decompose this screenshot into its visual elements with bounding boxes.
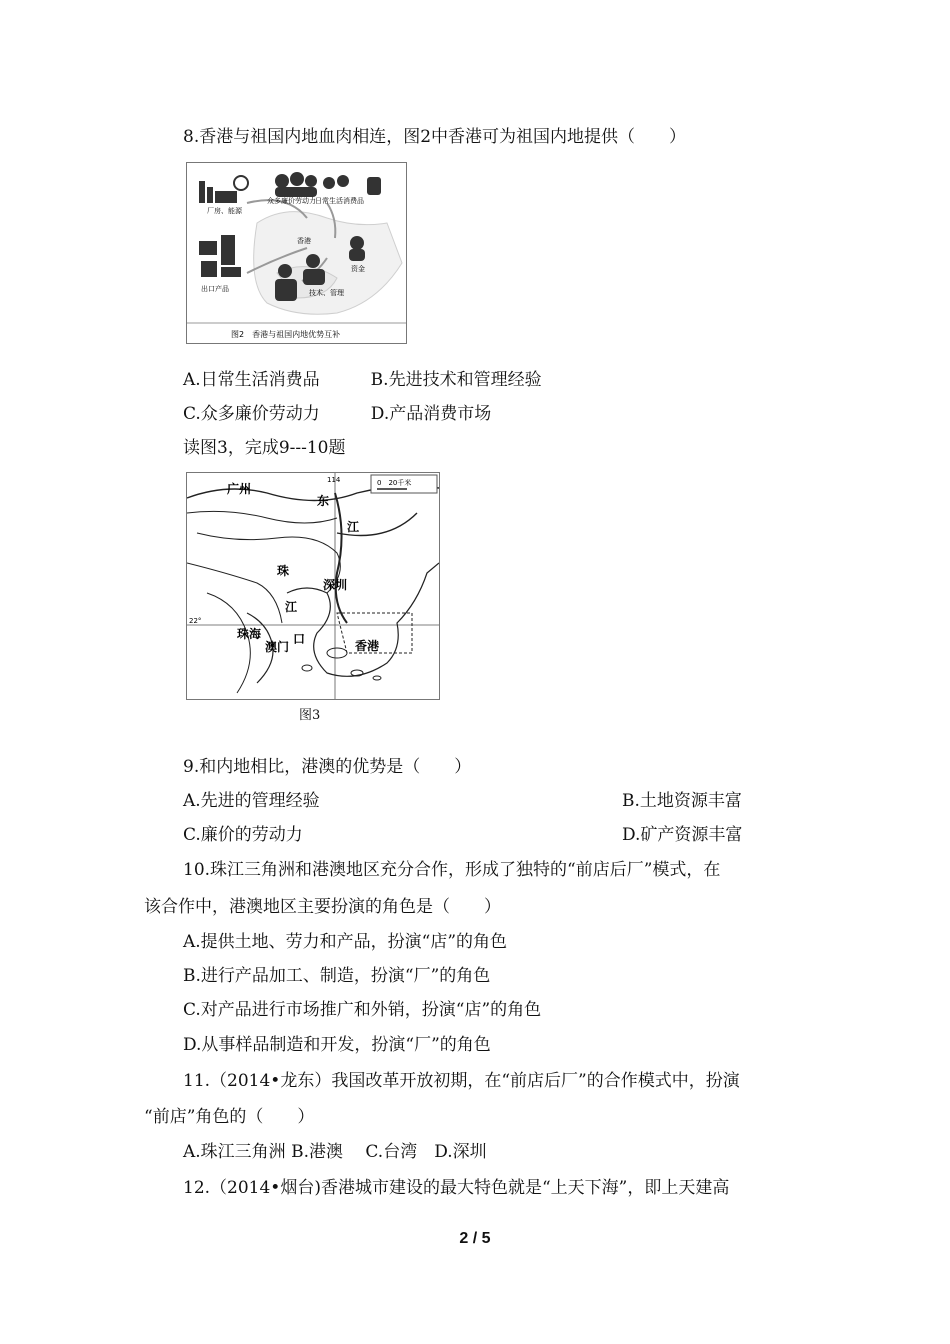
fig2-caption: 图2 香港与祖国内地优势互补 [231,330,341,339]
fig2-label-factory: 厂房、能源 [207,207,242,215]
q10-stem-line2: 该合作中，港澳地区主要扮演的角色是（ ） [144,897,501,917]
map-label-kou: 口 [293,632,306,646]
q8-stem: 8.香港与祖国内地血肉相连，图2中香港可为祖国内地提供（ ） [183,127,687,147]
q9-option-d: D.矿产资源丰富 [622,825,743,845]
fig2-label-capital: 资金 [351,265,365,273]
fig2-label-tech: 技术、管理 [309,289,344,297]
q9-option-a: A.先进的管理经验 [183,791,320,811]
map-label-macau: 澳门 [265,640,290,654]
q10-option-a: A.提供土地、劳力和产品，扮演“店”的角色 [183,932,508,952]
q11-options: A.珠江三角洲 B.港澳 C.台湾 D.深圳 [183,1142,487,1162]
map-label-jiang-east: 江 [347,520,360,534]
export-products-icon [199,235,241,277]
fig3-caption: 图3 [299,708,321,723]
map-label-hongkong: 香港 [355,639,380,653]
factory-icon [199,176,248,203]
q10-stem-line1: 10.珠江三角洲和港澳地区充分合作，形成了独特的“前店后厂”模式，在 [183,860,721,880]
fig2-label-export: 出口产品 [201,285,229,293]
figure-2 [186,162,407,344]
q10-option-d: D.从事样品制造和开发，扮演“厂”的角色 [183,1035,491,1055]
goods-icon [323,175,381,195]
q11-stem-line1: 11.（2014•龙东）我国改革开放初期，在“前店后厂”的合作模式中，扮演 [183,1071,740,1091]
q12-stem-line1: 12.（2014•烟台)香港城市建设的最大特色就是“上天下海”，即上天建高 [183,1178,730,1198]
q10-option-c: C.对产品进行市场推广和外销，扮演“店”的角色 [183,1000,542,1020]
map-scale: 0 20千米 [377,479,412,487]
fig2-label-hongkong: 香港 [297,237,311,245]
read-fig3-instruction: 读图3，完成9---10题 [183,438,346,458]
map-label-shenzhen: 深圳 [323,578,348,592]
fig2-label-goods: 日常生活消费品 [315,197,364,205]
q9-stem: 9.和内地相比，港澳的优势是（ ） [183,757,472,777]
figure-3-map [186,472,440,700]
q8-options-row1: A.日常生活消费品 B.先进技术和管理经验 [183,370,542,390]
fig2-label-labor: 众多廉价劳动力 [267,197,316,205]
map-longitude-label: 114 [327,476,341,484]
q8-options-row2: C.众多廉价劳动力 D.产品消费市场 [183,404,492,424]
map-label-zhu: 珠 [277,564,290,578]
q11-stem-line2: “前店”角色的（ ） [144,1107,315,1127]
q10-option-b: B.进行产品加工、制造，扮演“厂”的角色 [183,966,491,986]
map-label-guangzhou: 广州 [227,482,252,496]
page-number: 2 / 5 [459,1230,491,1247]
map-label-zhuhai: 珠海 [237,627,262,641]
q9-option-b: B.土地资源丰富 [622,791,742,811]
map-latitude-label: 22° [189,617,202,625]
q9-option-c: C.廉价的劳动力 [183,825,303,845]
workers-icon [275,172,317,197]
map-label-jiang: 江 [285,600,298,614]
map-label-dong: 东 [317,494,330,508]
